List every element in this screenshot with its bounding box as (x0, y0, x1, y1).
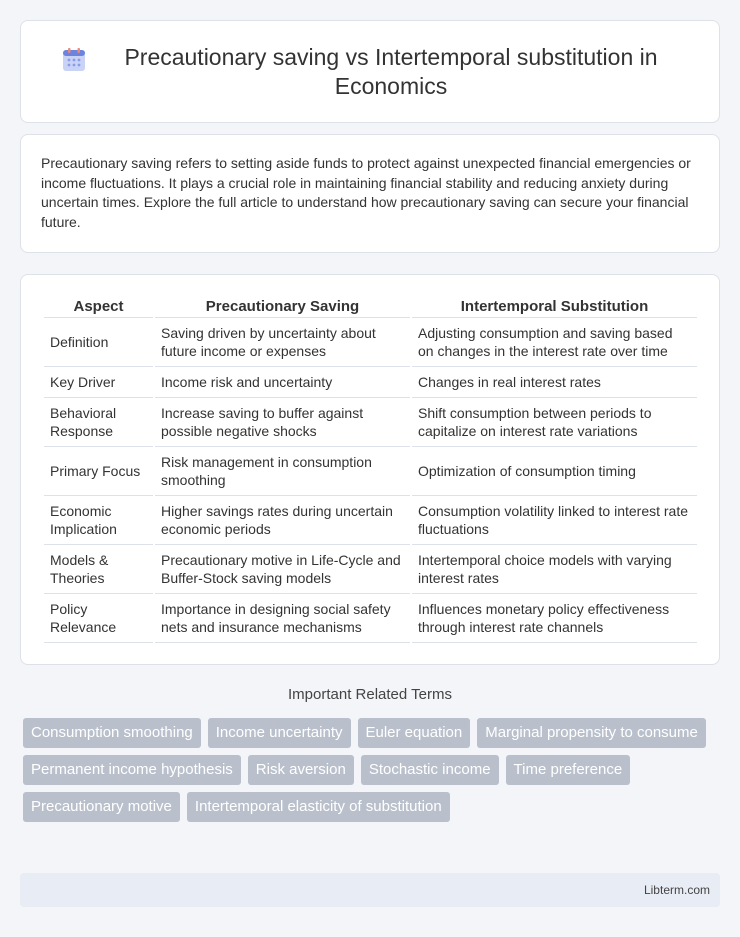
calendar-icon (61, 47, 87, 73)
page-title: Precautionary saving vs Intertemporal substitution in Economics (124, 43, 658, 99)
intro-text: Precautionary saving refers to setting aside funds to protect against unexpected financial emergencies or income fluctuations. It plays a crucial role in maintaining financial stability and reducing anxiety during uncertain times. Explore the full article to understand how precautionary saving can secure your financial future. (41, 155, 691, 230)
related-term-tag[interactable]: Permanent income hypothesis (23, 755, 241, 785)
table-row (44, 545, 697, 594)
related-term-tag[interactable]: Euler equation (358, 718, 471, 748)
row-precautionary: Increase saving to buffer against possible negative shocks (155, 398, 410, 447)
header-intertemporal-substitution: Intertemporal Substitution (412, 295, 697, 318)
row-intertemporal: Optimization of consumption timing (412, 447, 697, 496)
row-aspect: Models & Theories (44, 545, 153, 594)
row-intertemporal: Adjusting consumption and saving based on changes in the interest rate over time (412, 318, 697, 367)
related-term-tag[interactable]: Risk aversion (248, 755, 354, 785)
row-intertemporal: Intertemporal choice models with varying interest rates (412, 545, 697, 594)
row-precautionary: Importance in designing social safety nets and insurance mechanisms (155, 594, 410, 643)
row-aspect: Primary Focus (44, 447, 153, 496)
header-card (20, 20, 720, 123)
related-term-tag[interactable]: Marginal propensity to consume (477, 718, 706, 748)
intro-card (20, 134, 720, 253)
header-aspect: Aspect (44, 295, 153, 318)
header-precautionary-saving: Precautionary Saving (155, 295, 410, 318)
table-row (44, 594, 697, 643)
row-precautionary: Income risk and uncertainty (155, 367, 410, 398)
footer-site-link[interactable]: Libterm.com (643, 883, 710, 897)
row-aspect: Definition (44, 318, 153, 367)
row-intertemporal: Consumption volatility linked to interest rate fluctuations (412, 496, 697, 545)
table-row (44, 496, 697, 545)
related-terms-title: Important Related Terms (288, 686, 452, 703)
table-row (44, 367, 697, 398)
row-aspect: Key Driver (44, 367, 153, 398)
related-term-tag[interactable]: Income uncertainty (208, 718, 351, 748)
table-header-row (44, 295, 697, 318)
row-intertemporal: Shift consumption between periods to capitalize on interest rate variations (412, 398, 697, 447)
row-aspect: Behavioral Response (44, 398, 153, 447)
related-term-tag[interactable]: Consumption smoothing (23, 718, 201, 748)
table-row (44, 398, 697, 447)
row-precautionary: Precautionary motive in Life-Cycle and Buffer-Stock saving models (155, 545, 410, 594)
related-term-tag[interactable]: Time preference (506, 755, 631, 785)
row-aspect: Policy Relevance (44, 594, 153, 643)
row-precautionary: Higher savings rates during uncertain economic periods (155, 496, 410, 545)
related-term-tag[interactable]: Stochastic income (361, 755, 499, 785)
comparison-table (42, 295, 699, 643)
row-intertemporal: Influences monetary policy effectiveness through interest rate channels (412, 594, 697, 643)
footer (20, 873, 720, 907)
row-precautionary: Risk management in consumption smoothing (155, 447, 410, 496)
row-intertemporal: Changes in real interest rates (412, 367, 697, 398)
row-aspect: Economic Implication (44, 496, 153, 545)
table-row (44, 447, 697, 496)
related-term-tag[interactable]: Intertemporal elasticity of substitution (187, 792, 450, 822)
comparison-table-card (20, 274, 720, 665)
related-term-tag[interactable]: Precautionary motive (23, 792, 180, 822)
related-terms-list (23, 718, 713, 829)
row-precautionary: Saving driven by uncertainty about future income or expenses (155, 318, 410, 367)
header-inner (61, 43, 679, 101)
table-row (44, 318, 697, 367)
